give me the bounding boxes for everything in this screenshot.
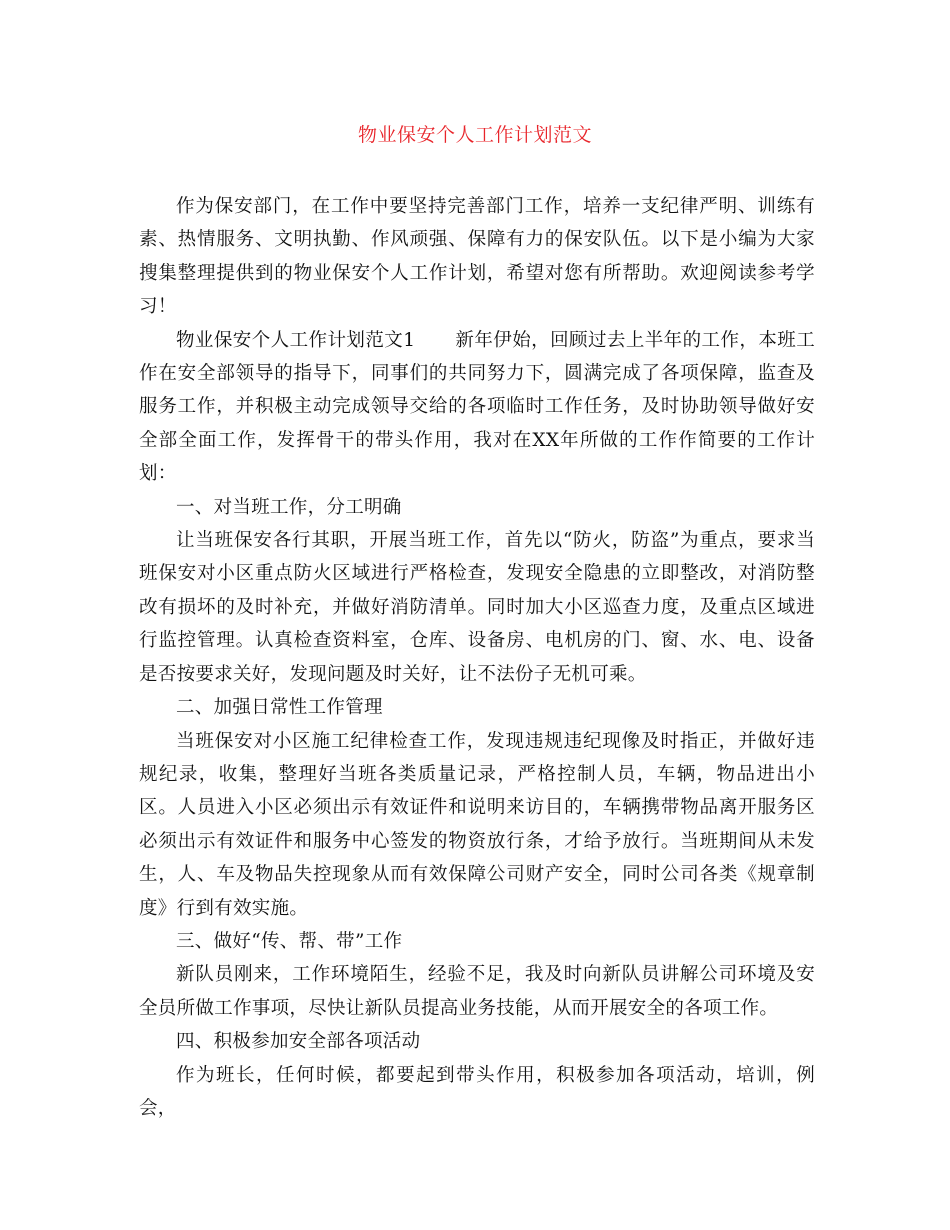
document-title: 物业保安个人工作计划范文	[357, 124, 592, 146]
intro-paragraph: 作为保安部门，在工作中要坚持完善部门工作，培养一支纪律严明、训练有素、热情服务、文明执勤、作风顽强、保障有力的保安队伍。以下是小编为大家搜集整理提供到的物业保安个人工作计划，希望对您有所帮助。欢迎阅读参考学习！	[139, 196, 815, 318]
paragraph-2: 当班保安对小区施工纪律检查工作，发现违规违纪现像及时指正，并做好违规纪录，收集，整理好当班各类质量记录，严格控制人员，车辆，物品进出小区。人员进入小区必须出示有效证件和说明来访目的，车辆携带物品离开服务区必须出示有效证件和服务中心签发的物资放行条，才给予放行。当班期间从未发生，人、车及物品失控现象从而有效保障公司财产安全，同时公司各类《规章制度》行到有效实施。	[139, 730, 815, 919]
heading-1: 一、对当班工作，分工明确	[176, 496, 402, 518]
section-1-text: 新年伊始，回顾过去上半年的工作，本班工作在安全部领导的指导下，同事们的共同努力下，圆满完成了各项保障，监查及服务工作，并积极主动完成领导交给的各项临时工作任务，及时协助领导做好安全部全面工作，发挥骨干的带头作用，我对在XX年所做的工作作简要的工作计划：	[139, 329, 816, 485]
section-1-paragraph	[139, 324, 815, 491]
heading-4: 四、积极参加安全部各项活动	[176, 1031, 421, 1053]
paragraph-1: 让当班保安各行其职，开展当班工作，首先以“防火，防盗”为重点，要求当班保安对小区重点防火区域进行严格检查，发现安全隐患的立即整改，对消防整改有损坏的及时补充，并做好消防清单。同时加大小区巡查力度，及重点区域进行监控管理。认真检查资料室，仓库、设备房、电机房的门、窗、水、电、设备是否按要求关好，发现问题及时关好，让不法份子无机可乘。	[139, 530, 815, 685]
section-1-label: 物业保安个人工作计划范文1	[176, 329, 416, 351]
paragraph-3: 新队员刚来，工作环境陌生，经验不足，我及时向新队员讲解公司环境及安全员所做工作事项，尽快让新队员提高业务技能，从而开展安全的各项工作。	[139, 964, 815, 1019]
paragraph-4: 作为班长，任何时候，都要起到带头作用，积极参加各项活动，培训，例会，	[139, 1064, 815, 1119]
heading-2: 二、加强日常性工作管理	[176, 697, 383, 719]
document-body	[139, 190, 815, 1125]
heading-3: 三、做好“传、帮、带”工作	[176, 930, 403, 952]
